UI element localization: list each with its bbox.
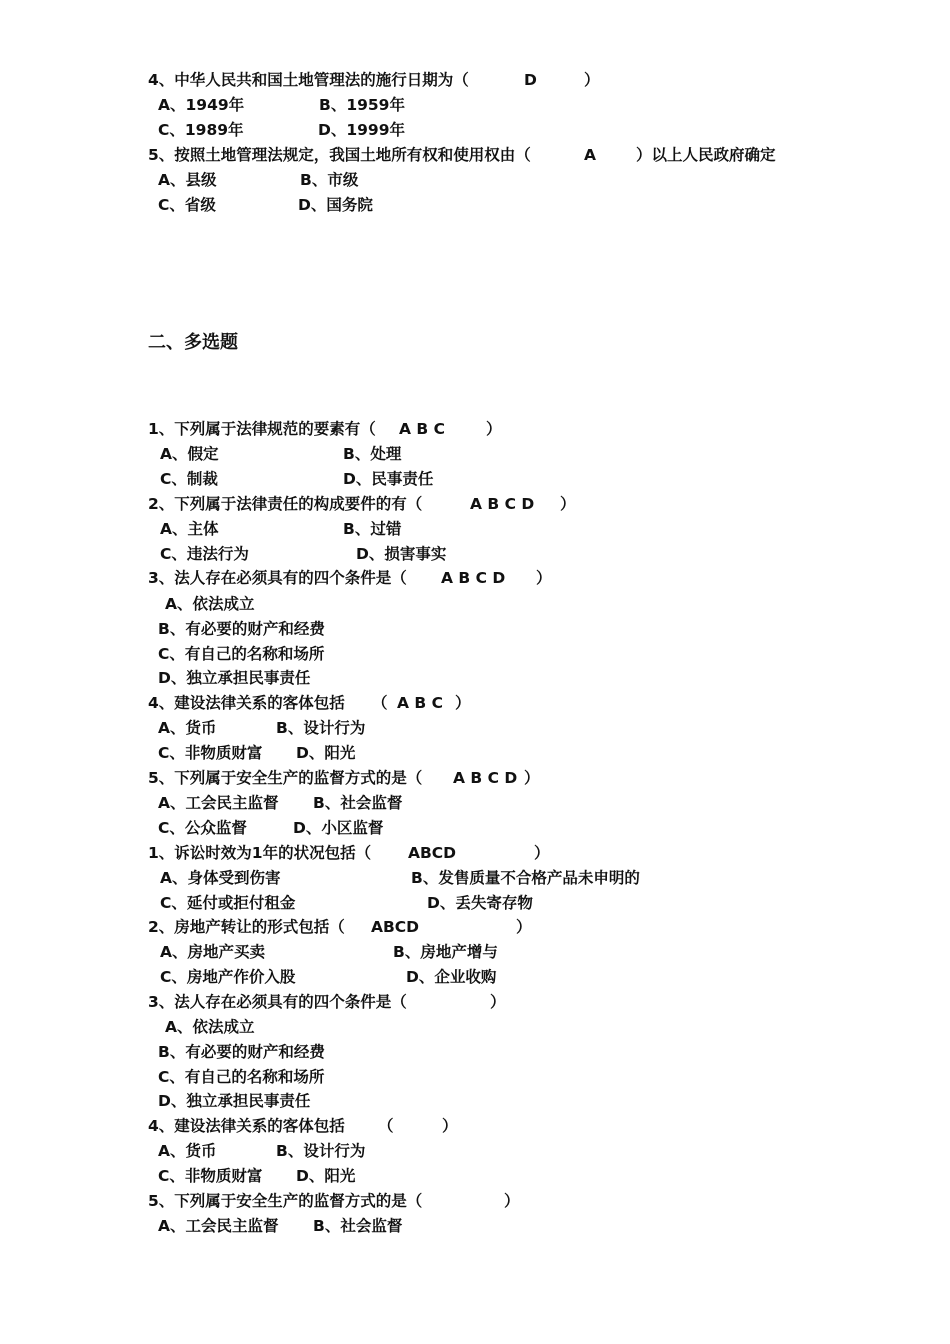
- answer-letters: ABCD: [408, 844, 457, 862]
- multi-question-3-option-a: [0, 592, 255, 616]
- question-stem: 1、下列属于法律规范的要素有（: [148, 420, 376, 438]
- option-d: D、独立承担民事责任: [158, 669, 311, 687]
- answer-letters: A B C: [399, 420, 445, 438]
- multi-question-3-option-d: [0, 666, 311, 690]
- open-paren: （: [378, 1117, 394, 1135]
- multi-question-5-options-line-2: [0, 816, 384, 840]
- multi-question-n3-option-c: [0, 1065, 325, 1089]
- option-c: C、省级: [158, 196, 216, 214]
- option-a: A、依法成立: [165, 1018, 255, 1036]
- answer-letters: D: [524, 71, 537, 89]
- close-paren: ）: [486, 420, 502, 438]
- option-c: C、违法行为: [160, 545, 249, 563]
- multi-question-n1-options-line-1: [0, 866, 640, 890]
- question-stem: 2、下列属于法律责任的构成要件的有（: [148, 495, 423, 513]
- option-a: A、假定: [160, 445, 219, 463]
- question-4-options-line-1: [0, 93, 405, 117]
- option-c: C、有自己的名称和场所: [158, 1068, 325, 1086]
- option-a: A、房地产买卖: [160, 943, 265, 961]
- multi-question-1-options-line-2: [0, 467, 434, 491]
- option-a: A、1949年: [158, 96, 245, 114]
- option-c: C、1989年: [158, 121, 244, 139]
- question-stem: 5、按照土地管理法规定，我国土地所有权和使用权由（: [148, 146, 531, 164]
- open-paren: （: [372, 694, 388, 712]
- option-c: C、公众监督: [158, 819, 247, 837]
- multi-question-n3-option-d: [0, 1089, 311, 1113]
- multi-question-n5-options-line-1: [0, 1214, 403, 1238]
- option-b: B、过错: [343, 520, 402, 538]
- multi-question-n3-stem-line: [0, 990, 506, 1014]
- option-d: D、企业收购: [406, 968, 497, 986]
- option-d: D、损害事实: [356, 545, 447, 563]
- question-stem: 4、建设法律关系的客体包括: [148, 694, 345, 712]
- multi-question-n1-stem-line: [0, 841, 550, 865]
- close-paren: ）: [504, 1192, 520, 1210]
- option-a: A、县级: [158, 171, 217, 189]
- option-b: B、社会监督: [313, 794, 403, 812]
- multi-question-n4-options-line-2: [0, 1164, 356, 1188]
- question-stem: 1、诉讼时效为1年的状况包括（: [148, 844, 372, 862]
- option-a: A、工会民主监督: [158, 1217, 279, 1235]
- option-b: B、1959年: [319, 96, 405, 114]
- answer-letters: A B C D: [470, 495, 535, 513]
- multi-question-n3-option-a: [0, 1015, 255, 1039]
- option-b: B、有必要的财产和经费: [158, 620, 325, 638]
- option-c: C、非物质财富: [158, 1167, 263, 1185]
- option-a: A、货币: [158, 1142, 217, 1160]
- question-5-stem-line: [0, 143, 776, 167]
- option-d: D、国务院: [298, 196, 373, 214]
- question-stem: 2、房地产转让的形式包括（: [148, 918, 345, 936]
- answer-letters: A B C: [397, 694, 443, 712]
- close-paren: ）: [455, 694, 471, 712]
- option-a: A、货币: [158, 719, 217, 737]
- option-d: D、丢失寄存物: [427, 894, 533, 912]
- multi-question-5-options-line-1: [0, 791, 403, 815]
- question-5-options-line-2: [0, 193, 373, 217]
- close-paren: ）: [534, 844, 550, 862]
- option-b: B、发售质量不合格产品未申明的: [411, 869, 640, 887]
- multi-question-2-stem-line: [0, 492, 576, 516]
- multi-question-n4-stem-line: [0, 1114, 458, 1138]
- answer-letters: A: [584, 146, 596, 164]
- multi-question-n3-option-b: [0, 1040, 325, 1064]
- option-d: D、1999年: [318, 121, 406, 139]
- multi-question-n4-options-line-1: [0, 1139, 366, 1163]
- question-stem: 4、中华人民共和国土地管理法的施行日期为（: [148, 71, 469, 89]
- answer-letters: A B C D: [453, 769, 518, 787]
- option-b: B、社会监督: [313, 1217, 403, 1235]
- option-c: C、制裁: [160, 470, 218, 488]
- question-4-options-line-2: [0, 118, 406, 142]
- close-paren: ）: [536, 569, 552, 587]
- option-b: B、房地产增与: [393, 943, 498, 961]
- question-stem: 4、建设法律关系的客体包括: [148, 1117, 345, 1135]
- close-paren: ）: [442, 1117, 458, 1135]
- question-stem: 5、下列属于安全生产的监督方式的是（: [148, 769, 423, 787]
- option-d: D、小区监督: [293, 819, 384, 837]
- multi-question-1-stem-line: [0, 417, 502, 441]
- option-d: D、阳光: [296, 744, 356, 762]
- option-c: C、房地产作价入股: [160, 968, 296, 986]
- option-d: D、阳光: [296, 1167, 356, 1185]
- answer-letters: A B C D: [441, 569, 506, 587]
- multi-question-5-stem-line: [0, 766, 540, 790]
- multi-question-2-options-line-2: [0, 542, 447, 566]
- multi-question-3-option-c: [0, 642, 325, 666]
- answer-letters: ABCD: [371, 918, 420, 936]
- multi-question-n2-options-line-1: [0, 940, 498, 964]
- question-5-options-line-1: [0, 168, 359, 192]
- close-paren: ）: [490, 993, 506, 1011]
- multi-question-n2-stem-line: [0, 915, 532, 939]
- option-c: C、有自己的名称和场所: [158, 645, 325, 663]
- multi-question-4-stem-line: [0, 691, 471, 715]
- option-d: D、民事责任: [343, 470, 434, 488]
- multi-question-n2-options-line-2: [0, 965, 497, 989]
- multi-question-4-options-line-2: [0, 741, 356, 765]
- multi-question-2-options-line-1: [0, 517, 402, 541]
- multi-question-4-options-line-1: [0, 716, 366, 740]
- close-paren: ）: [524, 769, 540, 787]
- option-b: B、设计行为: [276, 719, 366, 737]
- option-b: B、有必要的财产和经费: [158, 1043, 325, 1061]
- close-paren: ）: [584, 71, 600, 89]
- question-stem: 3、法人存在必须具有的四个条件是（: [148, 993, 407, 1011]
- multi-question-3-option-b: [0, 617, 325, 641]
- option-d: D、独立承担民事责任: [158, 1092, 311, 1110]
- multi-question-n5-stem-line: [0, 1189, 520, 1213]
- close-paren: ）: [560, 495, 576, 513]
- close-paren: ）以上人民政府确定: [636, 146, 776, 164]
- question-stem: 5、下列属于安全生产的监督方式的是（: [148, 1192, 423, 1210]
- multi-question-3-stem-line: [0, 566, 552, 590]
- close-paren: ）: [516, 918, 532, 936]
- option-b: B、设计行为: [276, 1142, 366, 1160]
- option-c: C、延付或拒付租金: [160, 894, 296, 912]
- question-stem: 3、法人存在必须具有的四个条件是（: [148, 569, 407, 587]
- section-title: 二、多选题: [148, 332, 238, 353]
- option-a: A、工会民主监督: [158, 794, 279, 812]
- multi-question-1-options-line-1: [0, 442, 402, 466]
- option-b: B、处理: [343, 445, 402, 463]
- option-a: A、依法成立: [165, 595, 255, 613]
- multi-question-n1-options-line-2: [0, 891, 533, 915]
- option-a: A、主体: [160, 520, 219, 538]
- option-c: C、非物质财富: [158, 744, 263, 762]
- question-4-stem-line: [0, 68, 600, 92]
- option-b: B、市级: [300, 171, 359, 189]
- option-a: A、身体受到伤害: [160, 869, 281, 887]
